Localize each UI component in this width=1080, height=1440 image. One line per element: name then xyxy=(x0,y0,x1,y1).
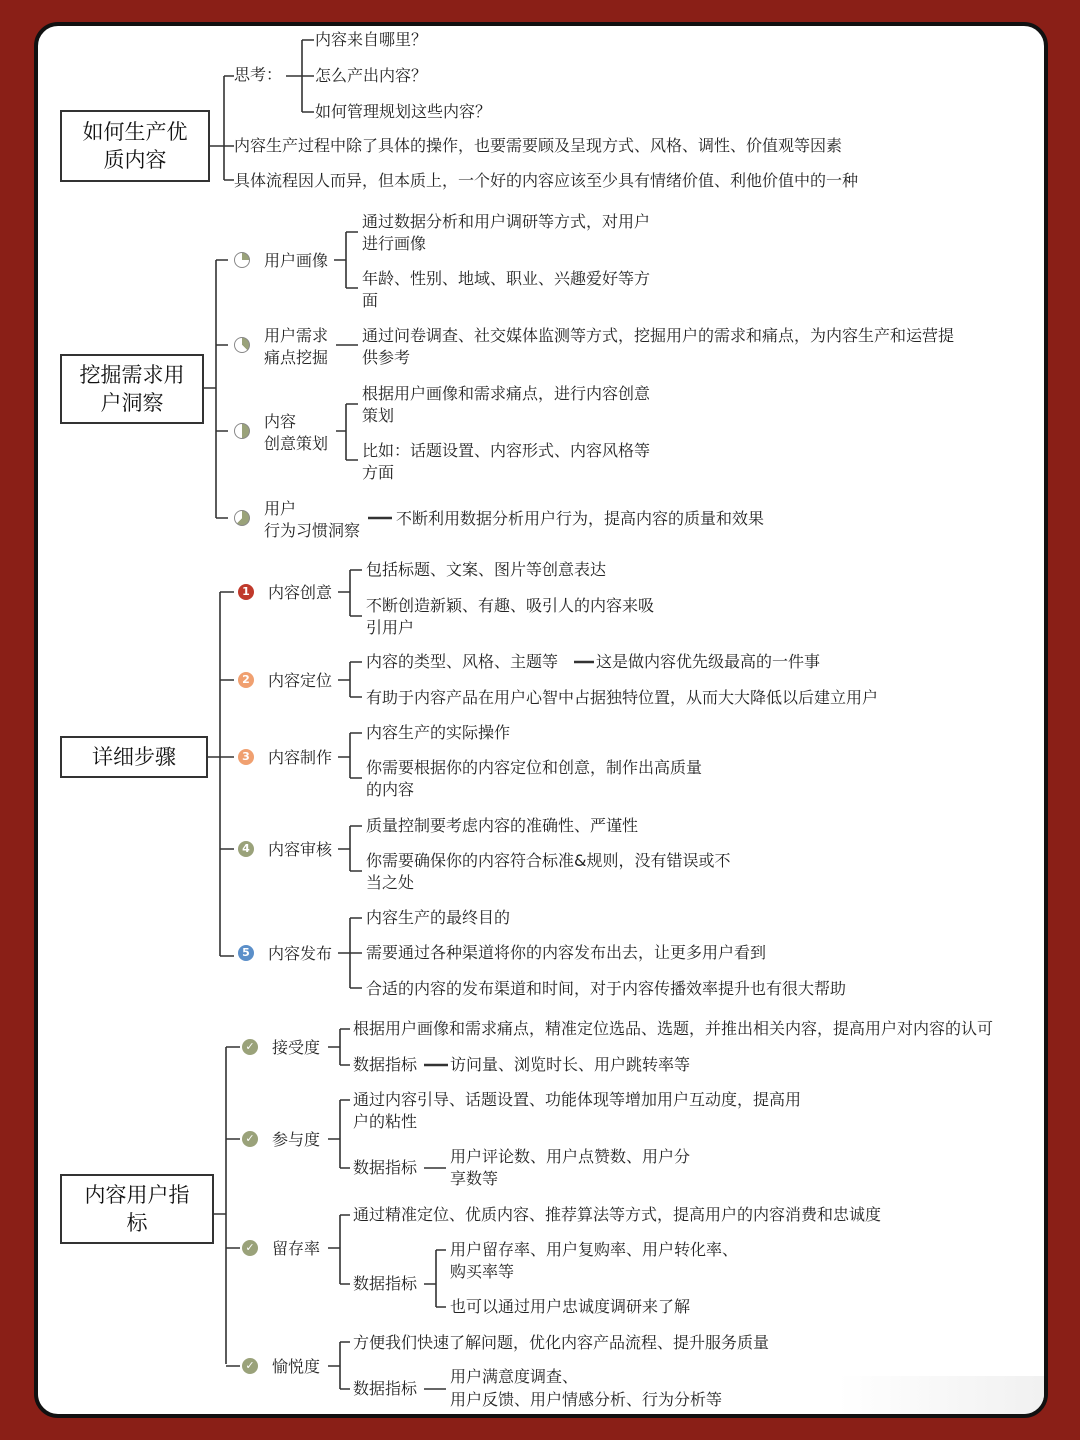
think-label: 思考： xyxy=(234,65,283,84)
step-label: 内容定位 xyxy=(268,671,333,690)
topic-title-line1: 内容用户指 xyxy=(84,1183,190,1207)
topic-title-line1: 如何生产优 xyxy=(82,120,188,144)
branch-text: 具体流程因人而异，但本质上，一个好的内容应该至少具有情绪价值、利他价值中的一种 xyxy=(234,171,859,190)
mindmap-card xyxy=(34,22,1048,1418)
node-text: 通过问卷调查、社交媒体监测等方式，挖掘用户的需求和痛点，为内容生产和运营提 xyxy=(362,326,955,345)
topic-box-produce-quality-content xyxy=(60,110,210,182)
topic-box-detailed-steps xyxy=(60,736,208,778)
metric-text: 通过内容引导、话题设置、功能体现等增加用户互动度，提高用 xyxy=(353,1090,802,1109)
progress-quarter-icon xyxy=(234,252,250,268)
think-item: 内容来自哪里？ xyxy=(315,30,428,49)
node-label: 创意策划 xyxy=(264,434,329,453)
step-text: 内容生产的实际操作 xyxy=(366,723,511,742)
think-item: 如何管理规划这些内容？ xyxy=(315,102,492,121)
node-label: 用户画像 xyxy=(264,251,329,270)
step-text: 合适的内容的发布渠道和时间，对于内容传播效率提升也有很大帮助 xyxy=(366,979,847,998)
think-item: 怎么产出内容？ xyxy=(315,66,428,85)
topic-box-user-metrics xyxy=(60,1174,214,1244)
progress-half-icon xyxy=(234,423,250,439)
step-text: 你需要确保你的内容符合标准&规则，没有错误或不 xyxy=(366,851,731,870)
step-3-icon: 3 xyxy=(238,749,254,765)
topic-box-user-insight xyxy=(60,354,204,424)
step-text: 不断创造新颖、有趣、吸引人的内容来吸 xyxy=(366,596,655,615)
node-text: 比如：话题设置、内容形式、内容风格等 xyxy=(362,441,651,460)
step-2-icon: 2 xyxy=(238,672,254,688)
step-label: 内容制作 xyxy=(268,748,333,767)
step-text: 有助于内容产品在用户心智中占据独特位置，从而大大降低以后建立用户 xyxy=(366,688,879,707)
metric-label: 参与度 xyxy=(272,1130,321,1149)
metric-text: 访问量、浏览时长、用户跳转率等 xyxy=(450,1055,691,1074)
node-text: 策划 xyxy=(362,406,395,425)
step-label: 内容发布 xyxy=(268,944,333,963)
metric-text: 也可以通过用户忠诚度调研来了解 xyxy=(450,1297,691,1316)
metric-text: 数据指标 xyxy=(353,1055,418,1074)
metric-text: 用户评论数、用户点赞数、用户分 xyxy=(450,1147,691,1166)
watermark-blur xyxy=(838,1376,1048,1418)
step-text: 内容生产的最终目的 xyxy=(366,908,511,927)
step-text: 需要通过各种渠道将你的内容发布出去，让更多用户看到 xyxy=(366,943,767,962)
node-label: 内容 xyxy=(264,412,297,431)
metric-text: 用户反馈、用户情感分析、行为分析等 xyxy=(450,1390,723,1409)
step-text: 这是做内容优先级最高的一件事 xyxy=(596,652,821,671)
node-text: 进行画像 xyxy=(362,234,427,253)
topic-title-line2: 标 xyxy=(126,1211,148,1235)
check-icon: ✓ xyxy=(242,1358,258,1374)
metric-label: 留存率 xyxy=(272,1239,321,1258)
metric-text: 用户满意度调查、 xyxy=(450,1367,579,1386)
metric-label: 接受度 xyxy=(272,1038,321,1057)
node-label: 行为习惯洞察 xyxy=(264,521,361,540)
node-label: 痛点挖掘 xyxy=(264,348,329,367)
step-4-icon: 4 xyxy=(238,841,254,857)
node-text: 通过数据分析和用户调研等方式，对用户 xyxy=(362,212,651,231)
step-text: 引用户 xyxy=(366,618,415,637)
node-text: 不断利用数据分析用户行为，提高内容的质量和效果 xyxy=(396,509,765,528)
step-text: 当之处 xyxy=(366,873,415,892)
check-icon: ✓ xyxy=(242,1240,258,1256)
topic-title: 详细步骤 xyxy=(92,745,176,769)
check-icon: ✓ xyxy=(242,1131,258,1147)
step-text: 包括标题、文案、图片等创意表达 xyxy=(366,560,607,579)
step-text: 你需要根据你的内容定位和创意，制作出高质量 xyxy=(366,758,703,777)
metric-text: 方便我们快速了解问题，优化内容产品流程、提升服务质量 xyxy=(353,1333,770,1352)
step-label: 内容创意 xyxy=(268,583,333,602)
metric-text: 通过精准定位、优质内容、推荐算法等方式，提高用户的内容消费和忠诚度 xyxy=(353,1205,882,1224)
node-label: 用户 xyxy=(264,499,297,518)
topic-title-line2: 户洞察 xyxy=(100,391,164,415)
branch-text: 内容生产过程中除了具体的操作，也要需要顾及呈现方式、风格、调性、价值观等因素 xyxy=(234,136,843,155)
node-text: 面 xyxy=(362,291,379,310)
node-text: 根据用户画像和需求痛点，进行内容创意 xyxy=(362,384,651,403)
node-text: 供参考 xyxy=(362,348,411,367)
metric-text: 享数等 xyxy=(450,1169,499,1188)
progress-majority-icon xyxy=(234,510,250,526)
topic-title-line1: 挖掘需求用 xyxy=(79,363,185,387)
metric-text: 用户留存率、用户复购率、用户转化率、 xyxy=(450,1240,739,1259)
step-text: 质量控制要考虑内容的准确性、严谨性 xyxy=(366,816,639,835)
metric-text: 数据指标 xyxy=(353,1158,418,1177)
metric-text: 购买率等 xyxy=(450,1262,515,1281)
progress-third-icon xyxy=(234,337,250,353)
step-label: 内容审核 xyxy=(268,840,333,859)
metric-text: 数据指标 xyxy=(353,1274,418,1293)
step-text: 内容的类型、风格、主题等 xyxy=(366,652,559,671)
topic-title-line2: 质内容 xyxy=(103,148,167,172)
check-icon: ✓ xyxy=(242,1039,258,1055)
step-5-icon: 5 xyxy=(238,945,254,961)
metric-text: 根据用户画像和需求痛点，精准定位选品、选题，并推出相关内容，提高用户对内容的认可 xyxy=(353,1019,994,1038)
metric-text: 数据指标 xyxy=(353,1379,418,1398)
node-text: 年龄、性别、地域、职业、兴趣爱好等方 xyxy=(362,269,651,288)
node-label: 用户需求 xyxy=(264,326,329,345)
metric-text: 户的粘性 xyxy=(353,1112,418,1131)
step-text: 的内容 xyxy=(366,780,415,799)
node-text: 方面 xyxy=(362,463,395,482)
step-1-icon: 1 xyxy=(238,584,254,600)
metric-label: 愉悦度 xyxy=(272,1357,321,1376)
